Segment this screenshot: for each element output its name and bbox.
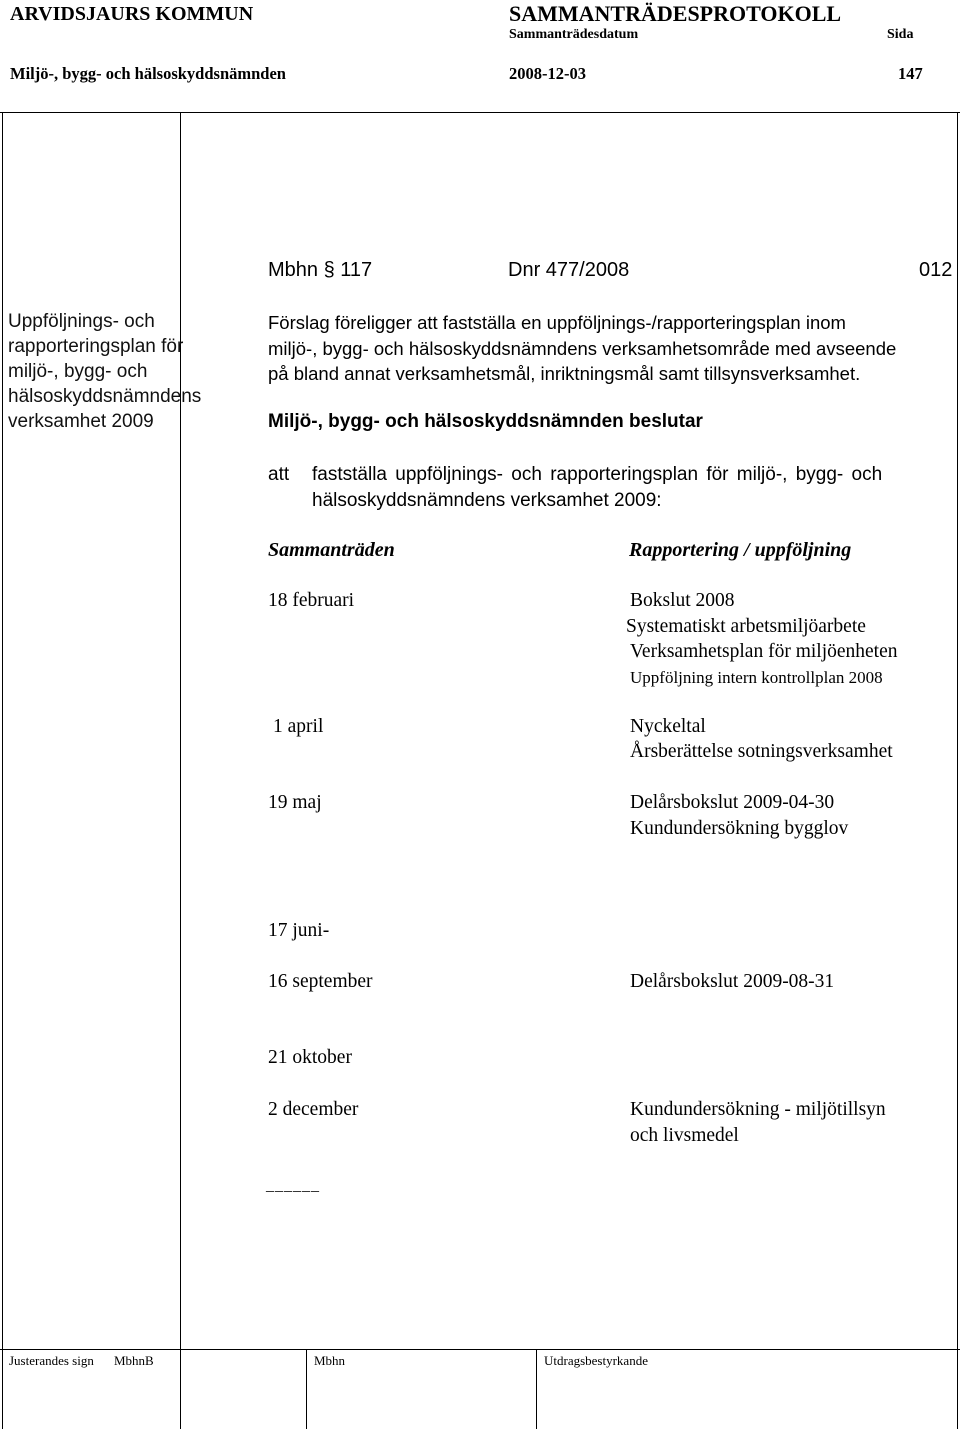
case-paragraph: Mbhn § 117 [268, 259, 373, 281]
intro-paragraph [268, 310, 896, 387]
left-border [2, 112, 3, 1429]
schedule-date: 17 juni- [268, 920, 330, 941]
sidebar-title-line: verksamhet 2009 [8, 411, 154, 432]
footer-divider-1 [306, 1349, 307, 1429]
decision-line-1: fastställa uppföljnings- och rapporteringsplan för miljö-, bygg- och [312, 464, 883, 485]
intro-line: miljö-, bygg- och hälsoskyddsnämndens verksamhetsområde med avseende [268, 337, 897, 359]
schedule-item: Bokslut 2008 [630, 590, 735, 611]
sidebar-title-line: hälsoskyddsnämndens [8, 386, 202, 407]
document-type: SAMMANTRÄDESPROTOKOLL [509, 1, 842, 26]
schedule-item: Delårsbokslut 2009-08-31 [630, 971, 835, 992]
sidebar-title-line: rapporteringsplan för [8, 336, 184, 357]
case-diary-number: Dnr 477/2008 [508, 259, 630, 281]
schedule-date: 19 maj [268, 792, 322, 813]
schedule-item: Systematiskt arbetsmiljöarbete [626, 616, 866, 637]
footer-extract-label: Utdragsbestyrkande [544, 1353, 648, 1368]
schedule-item: Uppföljning intern kontrollplan 2008 [630, 668, 883, 687]
footer-signer-value: MbhnB [114, 1353, 154, 1368]
schedule-date: 18 februari [268, 590, 355, 611]
schedule-header-meetings: Sammanträden [268, 539, 395, 561]
schedule-date: 2 december [268, 1099, 359, 1120]
schedule-item: Delårsbokslut 2009-04-30 [630, 792, 835, 813]
footer-signer-label: Justerandes sign [9, 1353, 94, 1368]
schedule-date: 21 oktober [268, 1047, 352, 1068]
municipality-name: ARVIDSJAURS KOMMUN [10, 3, 254, 25]
header-divider [0, 112, 960, 113]
sidebar-title [8, 309, 201, 434]
sidebar-title-line: miljö-, bygg- och [8, 361, 148, 382]
sidebar-title-line: Uppföljnings- och [8, 311, 155, 332]
schedule-date: 16 september [268, 971, 373, 992]
footer-divider [0, 1349, 960, 1350]
schedule-item: Kundundersökning - miljötillsyn [630, 1099, 886, 1120]
page-label: Sida [887, 27, 914, 42]
schedule-item: Årsberättelse sotningsverksamhet [630, 741, 893, 762]
date-label: Sammanträdesdatum [509, 27, 639, 42]
schedule-header-reporting: Rapportering / uppföljning [629, 539, 852, 561]
schedule-item: Kundundersökning bygglov [630, 818, 849, 839]
end-mark: ______ [266, 1177, 320, 1194]
intro-line: Förslag föreligger att fastställa en uppföljnings-/rapporteringsplan inom [268, 312, 846, 333]
page-number: 147 [898, 64, 923, 83]
decision-line-2: hälsoskyddsnämndens verksamhet 2009: [312, 490, 662, 511]
right-border [957, 112, 958, 1429]
schedule-date: 1 april [273, 716, 324, 737]
decision-att: att [268, 464, 290, 485]
footer-divider-2 [536, 1349, 537, 1429]
footer-middle: Mbhn [314, 1353, 346, 1368]
decision-heading: Miljö-, bygg- och hälsoskyddsnämnden beslutar [268, 411, 703, 432]
schedule-item: Nyckeltal [630, 716, 706, 737]
meeting-date: 2008-12-03 [509, 64, 586, 83]
schedule-item: och livsmedel [630, 1125, 739, 1146]
schedule-item: Verksamhetsplan för miljöenheten [630, 641, 898, 662]
case-code: 012 [919, 259, 953, 281]
committee-name: Miljö-, bygg- och hälsoskyddsnämnden [10, 64, 286, 83]
intro-line: på bland annat verksamhetsmål, inriktningsmål samt tillsynsverksamhet. [268, 363, 861, 384]
